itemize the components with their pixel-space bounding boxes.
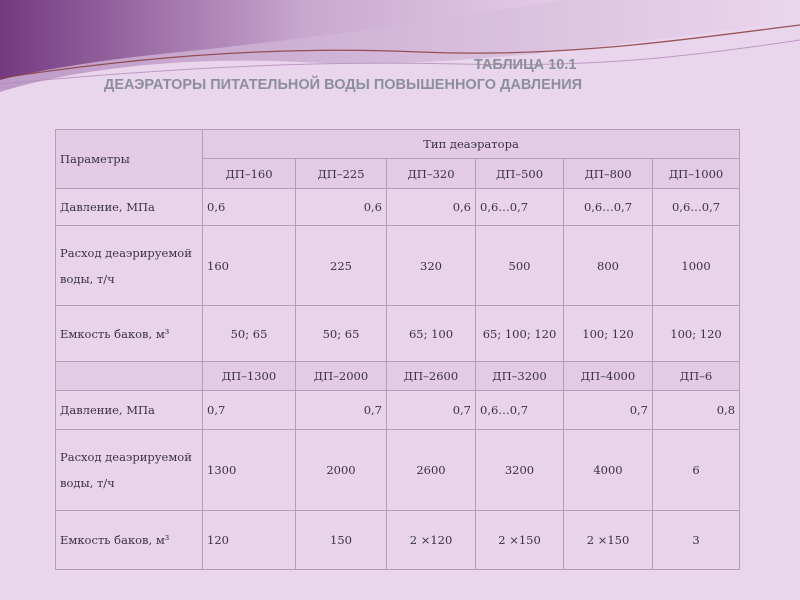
pressure-cell: 0,6…0,7 (476, 391, 564, 430)
empty-cell (56, 362, 203, 391)
pressure-label: Давление, МПа (56, 391, 203, 430)
flow-cell: 1000 (653, 226, 740, 306)
pressure-cell: 0,8 (653, 391, 740, 430)
pressure-cell: 0,6 (387, 189, 476, 226)
decorative-wave-banner (0, 0, 800, 130)
type-cell: ДП–500 (476, 159, 564, 189)
flow-cell: 4000 (564, 430, 653, 511)
tank-cell: 150 (296, 511, 387, 570)
type-cell: ДП–4000 (564, 362, 653, 391)
tank-cell: 100; 120 (564, 306, 653, 362)
tank-cell: 100; 120 (653, 306, 740, 362)
flow-cell: 320 (387, 226, 476, 306)
flow-cell: 3200 (476, 430, 564, 511)
pressure-row-1 (56, 189, 740, 226)
flow-row-1 (56, 226, 740, 306)
pressure-cell: 0,6…0,7 (653, 189, 740, 226)
tank-cell: 50; 65 (296, 306, 387, 362)
pressure-cell: 0,6…0,7 (564, 189, 653, 226)
header-type: Тип деаэратора (203, 130, 740, 159)
type-cell: ДП–2600 (387, 362, 476, 391)
tank-row-2 (56, 511, 740, 570)
flow-cell: 160 (203, 226, 296, 306)
table-header-row (56, 130, 740, 159)
tank-cell: 120 (203, 511, 296, 570)
flow-row-2 (56, 430, 740, 511)
tank-cell: 65; 100 (387, 306, 476, 362)
pressure-cell: 0,7 (203, 391, 296, 430)
pressure-label: Давление, МПа (56, 189, 203, 226)
type-cell: ДП–800 (564, 159, 653, 189)
tank-cell: 3 (653, 511, 740, 570)
pressure-cell: 0,6 (203, 189, 296, 226)
table-number: ТАБЛИЦА 10.1 (474, 57, 577, 73)
tank-cell: 65; 100; 120 (476, 306, 564, 362)
tank-cell: 2 ×150 (564, 511, 653, 570)
type-row-2 (56, 362, 740, 391)
pressure-cell: 0,7 (564, 391, 653, 430)
type-cell: ДП–6 (653, 362, 740, 391)
flow-cell: 800 (564, 226, 653, 306)
pressure-row-2 (56, 391, 740, 430)
tank-row-1 (56, 306, 740, 362)
type-cell: ДП–1000 (653, 159, 740, 189)
flow-cell: 2000 (296, 430, 387, 511)
type-cell: ДП–1300 (203, 362, 296, 391)
tank-cell: 2 ×150 (476, 511, 564, 570)
type-cell: ДП–160 (203, 159, 296, 189)
type-cell: ДП–225 (296, 159, 387, 189)
flow-cell: 2600 (387, 430, 476, 511)
pressure-cell: 0,7 (387, 391, 476, 430)
flow-cell: 225 (296, 226, 387, 306)
flow-cell: 500 (476, 226, 564, 306)
type-cell: ДП–320 (387, 159, 476, 189)
deaerator-table (55, 129, 740, 570)
flow-cell: 1300 (203, 430, 296, 511)
type-cell: ДП–2000 (296, 362, 387, 391)
tank-label: Емкость баков, м³ (56, 511, 203, 570)
table-caption: ДЕАЭРАТОРЫ ПИТАТЕЛЬНОЙ ВОДЫ ПОВЫШЕННОГО ДАВЛЕНИЯ (104, 77, 583, 93)
flow-label: Расход деаэрируемой воды, т/ч (56, 226, 203, 306)
tank-label: Емкость баков, м³ (56, 306, 203, 362)
header-params: Параметры (56, 130, 203, 189)
type-cell: ДП–3200 (476, 362, 564, 391)
tank-cell: 50; 65 (203, 306, 296, 362)
flow-cell: 6 (653, 430, 740, 511)
pressure-cell: 0,7 (296, 391, 387, 430)
pressure-cell: 0,6…0,7 (476, 189, 564, 226)
flow-label: Расход деаэрируемой воды, т/ч (56, 430, 203, 511)
tank-cell: 2 ×120 (387, 511, 476, 570)
pressure-cell: 0,6 (296, 189, 387, 226)
